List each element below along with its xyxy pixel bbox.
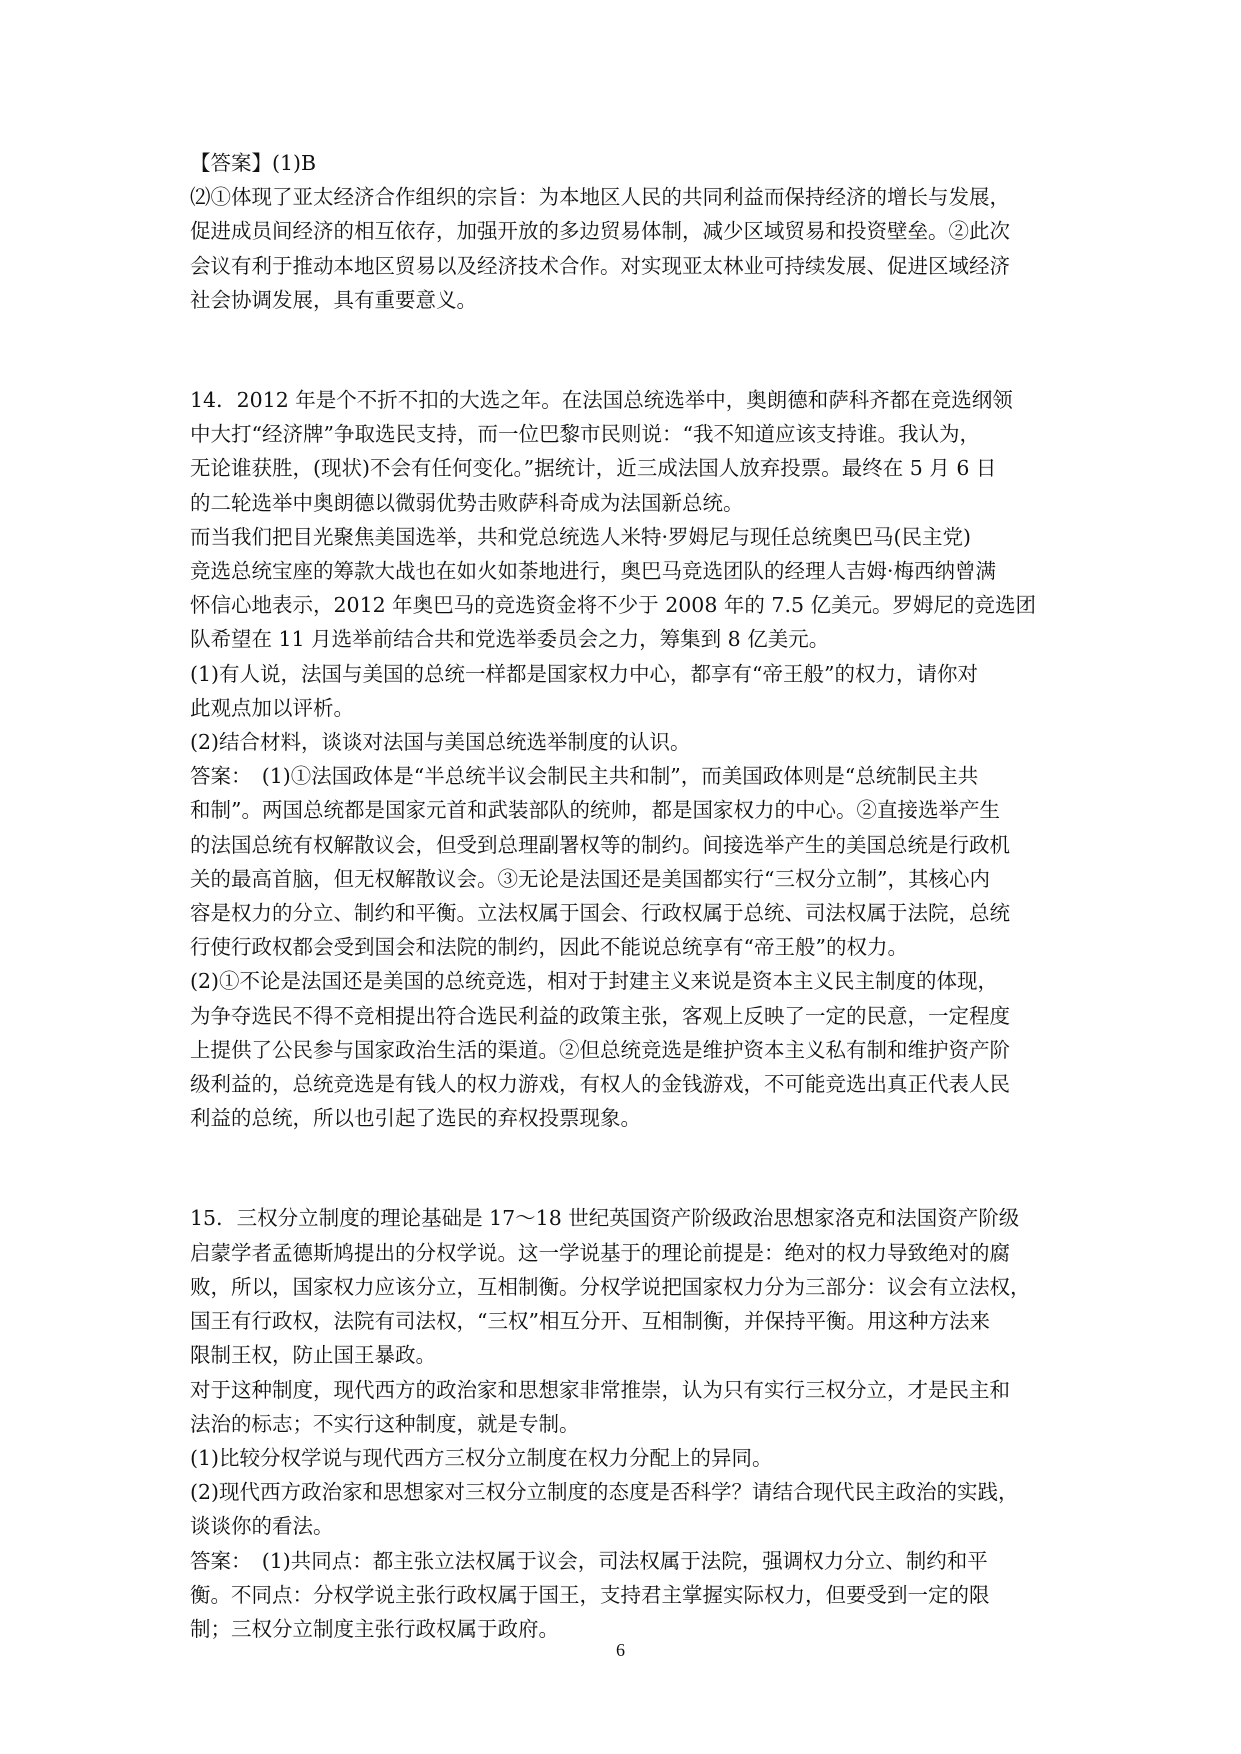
q14-line-6: 竞选总统宝座的筹款大战也在如火如荼地进行，奥巴马竞选团队的经理人吉姆·梅西纳曾满 bbox=[190, 559, 997, 584]
q14-line-12: 答案： (1)①法国政体是“半总统半议会制民主共和制”，而美国政体则是“总统制民主共 bbox=[190, 764, 979, 789]
q15-line-4: 国王有行政权，法院有司法权，“三权”相互分开、互相制衡，并保持平衡。用这种方法来 bbox=[190, 1309, 990, 1334]
answer-13-line-3: 促进成员间经济的相互依存，加强开放的多边贸易体制，减少区域贸易和投资壁垒。②此次 bbox=[190, 219, 1010, 244]
q14-line-11: (2)结合材料，谈谈对法国与美国总统选举制度的认识。 bbox=[190, 730, 691, 755]
question-14-block bbox=[190, 383, 1056, 1135]
q15-line-5: 限制王权，防止国王暴政。 bbox=[190, 1343, 436, 1368]
q15-line-1: 15．三权分立制度的理论基础是 17～18 世纪英国资产阶级政治思想家洛克和法国资产阶级 bbox=[190, 1206, 1020, 1231]
answer-13-line-5: 社会协调发展，具有重要意义。 bbox=[190, 287, 477, 312]
section-gap bbox=[190, 317, 1056, 383]
q15-line-9: (2)现代西方政治家和思想家对三权分立制度的态度是否科学？请结合现代民主政治的实践， bbox=[190, 1480, 1019, 1505]
q15-line-11: 答案： (1)共同点：都主张立法权属于议会，司法权属于法院，强调权力分立、制约和平 bbox=[190, 1548, 988, 1573]
q15-line-8: (1)比较分权学说与现代西方三权分立制度在权力分配上的异同。 bbox=[190, 1445, 773, 1470]
q14-line-4: 的二轮选举中奥朗德以微弱优势击败萨科奇成为法国新总统。 bbox=[190, 490, 744, 515]
q14-line-13: 和制”。两国总统都是国家元首和武装部队的统帅，都是国家权力的中心。②直接选举产生 bbox=[190, 798, 1000, 823]
q14-line-17: 行使行政权都会受到国会和法院的制约，因此不能说总统享有“帝王般”的权力。 bbox=[190, 935, 908, 960]
q14-line-22: 利益的总统，所以也引起了选民的弃权投票现象。 bbox=[190, 1106, 641, 1131]
section-gap bbox=[190, 1135, 1056, 1201]
q14-line-9: (1)有人说，法国与美国的总统一样都是国家权力中心，都享有“帝王般”的权力，请你对 bbox=[190, 661, 978, 686]
q14-line-1: 14．2012 年是个不折不扣的大选之年。在法国总统选举中，奥朗德和萨科齐都在竞选纲领 bbox=[190, 388, 1013, 413]
q14-line-8: 队希望在 11 月选举前结合共和党选举委员会之力，筹集到 8 亿美元。 bbox=[190, 627, 830, 652]
q14-line-21: 级利益的，总统竞选是有钱人的权力游戏，有权人的金钱游戏，不可能竞选出真正代表人民 bbox=[190, 1072, 1010, 1097]
q15-line-10: 谈谈你的看法。 bbox=[190, 1514, 334, 1539]
answer-13-line-4: 会议有利于推动本地区贸易以及经济技术合作。对实现亚太林业可持续发展、促进区域经济 bbox=[190, 253, 1010, 278]
q15-line-12: 衡。不同点：分权学说主张行政权属于国王，支持君主掌握实际权力，但要受到一定的限 bbox=[190, 1582, 990, 1607]
q14-line-14: 的法国总统有权解散议会，但受到总理副署权等的制约。间接选举产生的美国总统是行政机 bbox=[190, 832, 1010, 857]
q14-line-19: 为争夺选民不得不竞相提出符合选民利益的政策主张，客观上反映了一定的民意，一定程度 bbox=[190, 1003, 1010, 1028]
page-content bbox=[190, 146, 1056, 1646]
q14-line-2: 中大打“经济牌”争取选民支持，而一位巴黎市民则说：“我不知道应该支持谁。我认为， bbox=[190, 422, 980, 447]
q15-line-6: 对于这种制度，现代西方的政治家和思想家非常推崇，认为只有实行三权分立，才是民主和 bbox=[190, 1377, 1010, 1402]
answer-13-line-2: ⑵①体现了亚太经济合作组织的宗旨：为本地区人民的共同利益而保持经济的增长与发展， bbox=[190, 185, 1010, 210]
answer-13-block bbox=[190, 146, 1056, 317]
q14-line-5: 而当我们把目光聚焦美国选举，共和党总统选人米特·罗姆尼与现任总统奥巴马(民主党) bbox=[190, 524, 972, 549]
q15-line-3: 败，所以，国家权力应该分立，互相制衡。分权学说把国家权力分为三部分：议会有立法权， bbox=[190, 1274, 1031, 1299]
q14-line-16: 容是权力的分立、制约和平衡。立法权属于国会、行政权属于总统、司法权属于法院，总统 bbox=[190, 901, 1010, 926]
question-15-block bbox=[190, 1201, 1056, 1646]
page-number: 6 bbox=[616, 1640, 625, 1660]
q15-line-13: 制；三权分立制度主张行政权属于政府。 bbox=[190, 1616, 559, 1641]
q14-line-20: 上提供了公民参与国家政治生活的渠道。②但总统竞选是维护资本主义私有制和维护资产阶 bbox=[190, 1037, 1010, 1062]
q14-line-3: 无论谁获胜，(现状)不会有任何变化。”据统计，近三成法国人放弃投票。最终在 5 月 6 日 bbox=[190, 456, 997, 481]
answer-13-line-1: 【答案】(1)B bbox=[190, 151, 317, 175]
q14-line-10: 此观点加以评析。 bbox=[190, 695, 354, 720]
q14-line-15: 关的最高首脑，但无权解散议会。③无论是法国还是美国都实行“三权分立制”，其核心内 bbox=[190, 866, 990, 891]
q14-line-7: 怀信心地表示，2012 年奥巴马的竞选资金将不少于 2008 年的 7.5 亿美元。罗姆尼的竞选团 bbox=[190, 593, 1037, 618]
q15-line-7: 法治的标志；不实行这种制度，就是专制。 bbox=[190, 1411, 580, 1436]
q14-line-18: (2)①不论是法国还是美国的总统竞选，相对于封建主义来说是资本主义民主制度的体现， bbox=[190, 969, 999, 994]
q15-line-2: 启蒙学者孟德斯鸠提出的分权学说。这一学说基于的理论前提是：绝对的权力导致绝对的腐 bbox=[190, 1240, 1010, 1265]
